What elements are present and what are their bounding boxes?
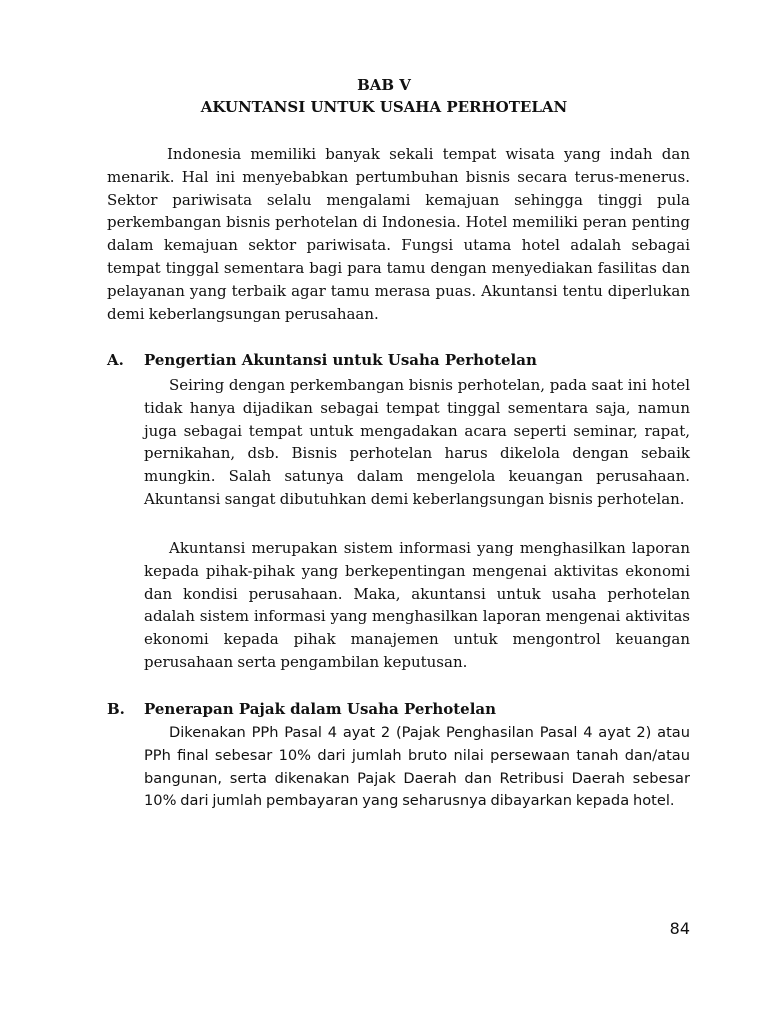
section-heading-a — [107, 351, 537, 369]
section-b-paragraph-1: Dikenakan PPh Pasal 4 ayat 2 (Pajak Penghasilan Pasal 4 ayat 2) atau PPh final sebesar 10% dari jumlah bruto nilai persewaan tanah dan/atau bangunan, serta dikenakan Pajak Daerah dan Retribusi Daerah sebesar 10% dari jumlah pembayaran yang seharusnya dibayarkan kepada hotel. — [144, 724, 690, 810]
section-title: Penerapan Pajak dalam Usaha Perhotelan — [144, 700, 497, 718]
section-heading-b — [107, 700, 496, 718]
section-a-paragraph-2: Akuntansi merupakan sistem informasi yang menghasilkan laporan kepada pihak-pihak yang berkepentingan mengenai aktivitas ekonomi dan kondisi perusahaan. Maka, akuntansi untuk usaha perhotelan adalah sistem informasi yang menghasilkan laporan mengenai aktivitas ekonomi kepada pihak manajemen untuk mengontrol keuangan perusahaan serta pengambilan keputusan. — [144, 539, 690, 671]
chapter-label: BAB V — [357, 76, 411, 94]
chapter-title: AKUNTANSI UNTUK USAHA PERHOTELAN — [200, 98, 568, 116]
section-letter: B. — [107, 700, 125, 718]
section-a-paragraph-1: Seiring dengan perkembangan bisnis perhotelan, pada saat ini hotel tidak hanya dijadikan sebagai tempat tinggal sementara saja, namun juga sebagai tempat untuk mengadakan acara seperti seminar, rapat, pernikahan, dsb. Bisnis perhotelan harus dikelola dengan sebaik mungkin. Salah satunya dalam mengelola keuangan perusahaan. Akuntansi sangat dibutuhkan demi keberlangsungan bisnis perhotelan. — [144, 376, 690, 508]
intro-paragraph: Indonesia memiliki banyak sekali tempat wisata yang indah dan menarik. Hal ini menyebabkan pertumbuhan bisnis secara terus-menerus. Sektor pariwisata selalu mengalami kemajuan sehingga tinggi pula perkembangan bisnis perhotelan di Indonesia. Hotel memiliki peran penting dalam kemajuan sektor pariwisata. Fungsi utama hotel adalah sebagai tempat tinggal sementara bagi para tamu dengan menyediakan fasilitas dan pelayanan yang terbaik agar tamu merasa puas. Akuntansi tentu diperlukan demi keberlangsungan perusahaan. — [107, 145, 690, 323]
page-number: 84 — [669, 919, 690, 938]
section-letter: A. — [107, 351, 124, 369]
section-title: Pengertian Akuntansi untuk Usaha Perhotelan — [144, 351, 537, 369]
